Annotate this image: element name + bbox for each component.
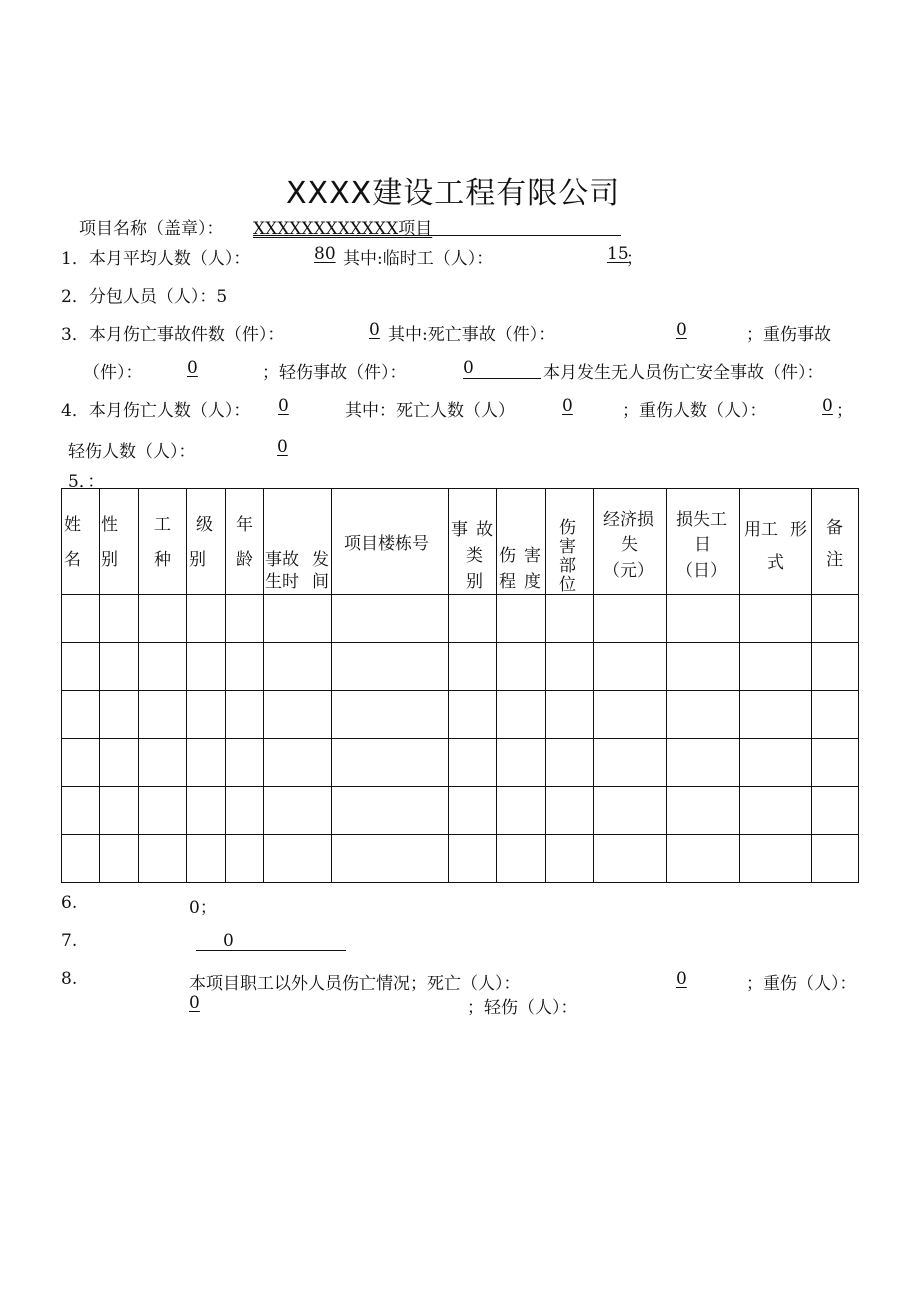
table-cell[interactable] — [226, 787, 264, 835]
table-cell[interactable] — [100, 643, 139, 691]
header-age: 年 龄 — [226, 489, 264, 595]
table-cell[interactable] — [812, 643, 859, 691]
table-row — [62, 835, 859, 883]
table-cell[interactable] — [546, 787, 594, 835]
table-cell[interactable] — [264, 691, 332, 739]
table-cell[interactable] — [264, 739, 332, 787]
header-economic-loss: 经济损 失 （元） — [594, 489, 667, 595]
table-cell[interactable] — [546, 835, 594, 883]
light-injury-value: 0 — [277, 437, 288, 457]
item8-text: 本项目职工以外人员伤亡情况；死亡（人）： — [189, 974, 521, 994]
header-name: 姓 名 — [62, 489, 100, 595]
item4-label: 4．本月伤亡人数（人）： — [61, 401, 251, 421]
table-cell[interactable] — [497, 595, 546, 643]
item3-safety-label: 本月发生无人员伤亡安全事故（件）： — [543, 363, 824, 383]
table-cell[interactable] — [740, 787, 812, 835]
table-cell[interactable] — [187, 691, 226, 739]
item6-label: 6. — [61, 893, 78, 913]
table-cell[interactable] — [740, 835, 812, 883]
item3-light-label: ；轻伤事故（件）： — [262, 363, 407, 383]
header-injury-degree: 伤 害 程 度 — [497, 489, 546, 595]
table-cell[interactable] — [449, 739, 497, 787]
temp-worker-value: 15 — [607, 244, 629, 264]
table-cell[interactable] — [497, 691, 546, 739]
table-cell[interactable] — [100, 595, 139, 643]
table-cell[interactable] — [449, 643, 497, 691]
header-accident-time: 事故 发 生时 间 — [264, 489, 332, 595]
table-cell[interactable] — [139, 739, 187, 787]
table-cell[interactable] — [497, 739, 546, 787]
item1-end: ； — [626, 249, 643, 269]
table-cell[interactable] — [187, 835, 226, 883]
table-cell[interactable] — [740, 739, 812, 787]
table-cell[interactable] — [226, 595, 264, 643]
table-cell[interactable] — [812, 739, 859, 787]
table-cell[interactable] — [812, 787, 859, 835]
item4-light-label: 轻伤人数（人）： — [68, 442, 196, 462]
table-row — [62, 739, 859, 787]
table-cell[interactable] — [667, 643, 740, 691]
table-cell[interactable] — [100, 739, 139, 787]
item7-field[interactable] — [196, 931, 346, 951]
item8-serious-label: ；重伤（人）： — [746, 974, 857, 994]
header-remark: 备 注 — [812, 489, 859, 595]
table-cell[interactable] — [187, 787, 226, 835]
item8-label: 8. — [61, 969, 78, 989]
table-cell[interactable] — [100, 787, 139, 835]
table-cell[interactable] — [139, 595, 187, 643]
table-cell[interactable] — [226, 739, 264, 787]
table-cell[interactable] — [187, 643, 226, 691]
table-cell[interactable] — [139, 835, 187, 883]
table-cell[interactable] — [332, 643, 449, 691]
header-trade: 工 种 — [139, 489, 187, 595]
table-cell[interactable] — [812, 595, 859, 643]
table-cell[interactable] — [740, 643, 812, 691]
table-row — [62, 691, 859, 739]
table-cell[interactable] — [497, 787, 546, 835]
item3-label: 3．本月伤亡事故件数（件）： — [61, 325, 285, 345]
table-cell[interactable] — [62, 739, 100, 787]
item3-cont-prefix: （件）： — [83, 363, 143, 383]
table-cell[interactable] — [594, 595, 667, 643]
project-name-value: XXXXXXXXXXXX项目 — [253, 219, 433, 239]
table-cell[interactable] — [332, 835, 449, 883]
table-cell[interactable] — [449, 691, 497, 739]
table-cell[interactable] — [449, 835, 497, 883]
table-cell[interactable] — [264, 643, 332, 691]
table-cell[interactable] — [226, 691, 264, 739]
table-cell[interactable] — [264, 595, 332, 643]
table-cell[interactable] — [139, 691, 187, 739]
item4-end: ； — [836, 401, 853, 421]
table-cell[interactable] — [62, 691, 100, 739]
table-cell[interactable] — [667, 595, 740, 643]
item5-label: 5．： — [68, 472, 105, 492]
table-header-row — [62, 489, 859, 595]
table-cell[interactable] — [332, 595, 449, 643]
accident-count-value: 0 — [369, 320, 380, 340]
table-cell[interactable] — [594, 643, 667, 691]
document-title: XXXX建设工程有限公司 — [286, 176, 621, 211]
table-cell[interactable] — [332, 787, 449, 835]
header-accident-type: 事 故 类 别 — [449, 489, 497, 595]
table-cell[interactable] — [594, 835, 667, 883]
table-row — [62, 787, 859, 835]
item7-value: 0 — [223, 931, 234, 951]
table-row — [62, 595, 859, 643]
table-cell[interactable] — [497, 643, 546, 691]
outsider-death-value: 0 — [676, 969, 687, 989]
table-cell[interactable] — [667, 739, 740, 787]
table-cell[interactable] — [62, 643, 100, 691]
table-cell[interactable] — [226, 643, 264, 691]
table-cell[interactable] — [226, 835, 264, 883]
table-cell[interactable] — [449, 595, 497, 643]
table-cell[interactable] — [594, 787, 667, 835]
table-cell[interactable] — [667, 691, 740, 739]
table-cell[interactable] — [546, 691, 594, 739]
item3-death-label: 其中:死亡事故（件）： — [388, 325, 556, 345]
header-gender: 性 别 — [100, 489, 139, 595]
table-cell[interactable] — [546, 643, 594, 691]
table-cell[interactable] — [667, 787, 740, 835]
project-name-field[interactable] — [253, 214, 621, 239]
table-cell[interactable] — [62, 835, 100, 883]
item3-serious-label: ；重伤事故 — [746, 325, 831, 345]
fatal-accident-value: 0 — [676, 320, 687, 340]
serious-accident-value: 0 — [187, 358, 198, 378]
item1-label: 1．本月平均人数（人）： — [61, 249, 251, 269]
light-accident-value: 0 — [463, 358, 474, 378]
table-cell[interactable] — [740, 691, 812, 739]
light-accident-field[interactable] — [463, 358, 541, 379]
table-cell[interactable] — [187, 739, 226, 787]
death-count-value: 0 — [562, 396, 573, 416]
table-cell[interactable] — [139, 643, 187, 691]
header-employment-form: 用工 形 式 — [740, 489, 812, 595]
table-cell[interactable] — [332, 739, 449, 787]
outsider-serious-value: 0 — [189, 993, 200, 1013]
table-cell[interactable] — [667, 835, 740, 883]
table-cell[interactable] — [332, 691, 449, 739]
header-level: 级 别 — [187, 489, 226, 595]
table-cell[interactable] — [187, 595, 226, 643]
table-cell[interactable] — [546, 595, 594, 643]
table-cell[interactable] — [740, 595, 812, 643]
serious-injury-value: 0 — [822, 396, 833, 416]
item4-death-label: 其中：死亡人数（人） — [345, 401, 515, 421]
table-cell[interactable] — [100, 691, 139, 739]
header-lost-days: 损失工 日 （日） — [667, 489, 740, 595]
table-cell[interactable] — [62, 787, 100, 835]
item1-temp-label: 其中:临时工（人）： — [343, 249, 494, 269]
table-cell[interactable] — [100, 835, 139, 883]
header-injury-part: 伤 害 部 位 — [546, 489, 594, 595]
project-label: 项目名称（盖章）： — [79, 219, 224, 239]
table-cell[interactable] — [264, 787, 332, 835]
item8-light-label: ；轻伤（人）： — [467, 998, 578, 1018]
table-cell[interactable] — [62, 595, 100, 643]
table-cell[interactable] — [497, 835, 546, 883]
header-building: 项目楼栋号 — [332, 489, 449, 595]
casualty-table — [61, 488, 859, 883]
table-cell[interactable] — [594, 691, 667, 739]
item6-value: 0； — [189, 898, 217, 918]
table-cell[interactable] — [264, 835, 332, 883]
table-cell[interactable] — [139, 787, 187, 835]
avg-headcount-value: 80 — [314, 244, 336, 264]
item2-text: 2．分包人员（人）：5 — [61, 287, 228, 307]
table-cell[interactable] — [812, 835, 859, 883]
table-row — [62, 643, 859, 691]
table-cell[interactable] — [449, 787, 497, 835]
item7-label: 7. — [61, 931, 78, 951]
casualty-count-value: 0 — [278, 396, 289, 416]
table-cell[interactable] — [812, 691, 859, 739]
table-cell[interactable] — [546, 739, 594, 787]
table-cell[interactable] — [594, 739, 667, 787]
item4-serious-label: ；重伤人数（人）： — [622, 401, 767, 421]
